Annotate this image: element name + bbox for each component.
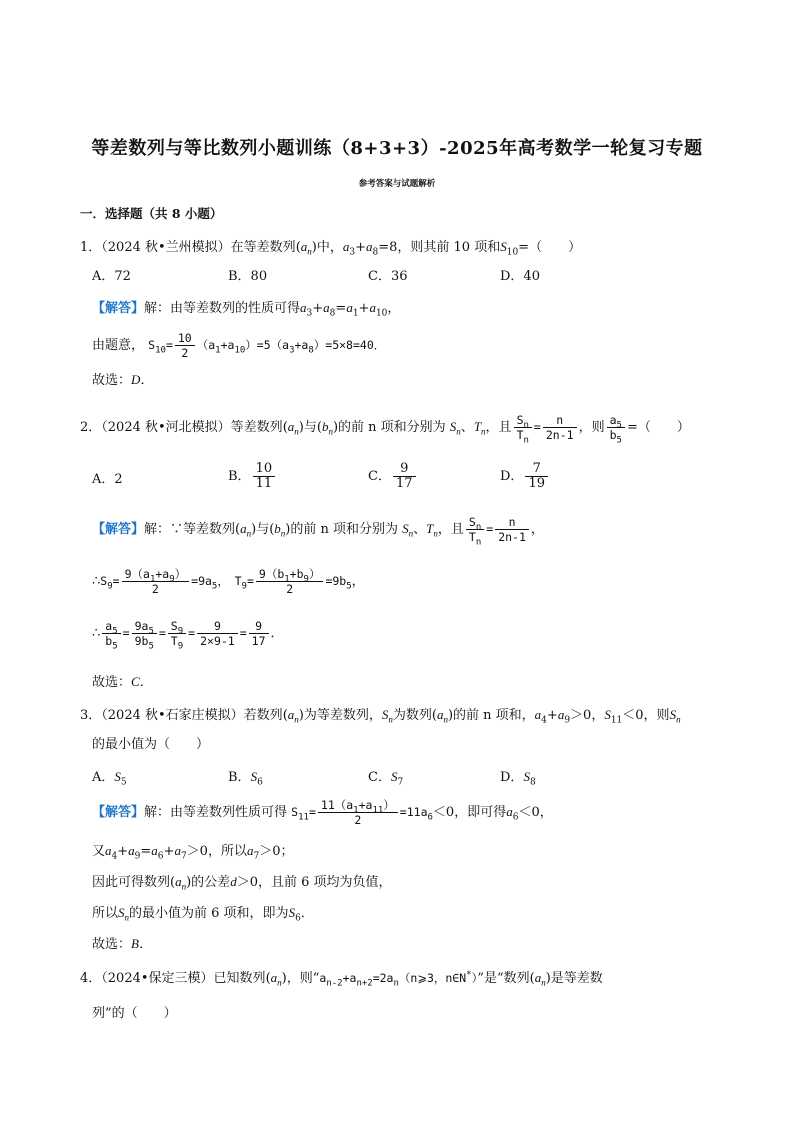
q3-option-d: D．$S_8$	[500, 769, 536, 788]
q3-solution-2: 又$a_4+a_9=a_6+a_7>0$，所以$a_7>0$；	[92, 843, 294, 862]
q2-solution-3: ∴ $\frac{a_5}{b_5}$ = $\frac{9a_5}{9b_5}$ = $\frac{S_9}{T_9}$ = $\frac{9}{2\times 9-1}$ = $\frac{9}{17}$ ．	[92, 619, 284, 652]
q1-option-b: B．80	[228, 269, 268, 284]
q2-option-d: D． $\frac{7}{19}$	[500, 462, 550, 492]
question-1-stem: 1．（2024 秋•兰州模拟）在等差数列$(a_n)$中，$a_3+a_8=8$，则其前 10 项和$S_{10}=$（ ）	[80, 239, 582, 258]
question-4-stem: 4．（2024•保定三模）已知数列$(a_n)$，则“$a_{n-2}+a_{n+2}=2a_n(n⩾3$，n∈N*）”是“数列$(a_n)$是等差数	[80, 970, 603, 989]
question-4-stem-cont: 列”的（ ）	[92, 1006, 177, 1021]
q1-solution-2: 由题意， $S_{10}=$ $\frac{10}{2}$ $(a_1+a_{10})=5(a_3+a_8)=5\times 8=40$．	[92, 331, 386, 360]
page-title: 等差数列与等比数列小题训练（8+3+3）-2025年高考数学一轮复习专题	[91, 138, 703, 159]
q3-option-a: A．$S_5$	[92, 769, 127, 788]
q1-option-a: A．72	[92, 269, 131, 284]
question-3-stem: 3．（2024 秋•石家庄模拟）若数列$(a_n)$为等差数列，$S_n$为数列$(a_n)$的前 n 项和，$a_4+a_9>0$，$S_{11}<0$，则$S_n$	[80, 707, 681, 726]
page-subtitle: 参考答案与试题解析	[358, 179, 436, 189]
section-heading: 一．选择题（共 8 小题）	[80, 206, 223, 221]
question-2-stem: 2．（2024 秋•河北模拟）等差数列$(a_n)$与$(b_n)$的前 n 项和分别为 $S_n$、$T_n$，且 $\frac{S_n}{T_n}$ = $\frac{n}{2n-1}$ ，则 $\frac{a_5}{b_5}$ =（ ）	[80, 413, 690, 446]
q1-choice: 故选：D．	[92, 372, 154, 388]
q2-choice: 故选：C．	[92, 674, 153, 690]
q3-option-c: C．$S_7$	[368, 769, 404, 788]
question-3-stem-cont: 的最小值为（ ）	[92, 737, 210, 752]
q2-option-b: B． $\frac{10}{11}$	[228, 462, 277, 492]
q2-option-c: C． $\frac{9}{17}$	[368, 462, 418, 492]
q2-solution-2: $\therefore S_9=$ $\frac{9(a_1+a_9)}{2}$ $=9a_5$， $T_9=$ $\frac{9(b_1+b_9)}{2}$ $=9b_5$，	[92, 567, 365, 596]
q1-option-d: D．40	[500, 269, 540, 284]
q3-solution-1: 【解答】解：由等差数列性质可得 $S_{11}=$ $\frac{11(a_1+a_{11})}{2}$ $=11a_6<0$，即可得$a_6<0$，	[92, 798, 553, 827]
q2-option-a: A．2	[92, 472, 123, 487]
q1-option-c: C．36	[368, 269, 408, 284]
q3-choice: 故选：B．	[92, 936, 152, 952]
q3-solution-3: 因此可得数列$(a_n)$的公差d＞0，且前 6 项均为负值，	[92, 874, 392, 892]
q3-solution-4: 所以$S_n$的最小值为前 6 项和，即为$S_6$．	[92, 905, 314, 924]
q2-solution-1: 【解答】解：∵等差数列$(a_n)$与$(b_n)$的前 n 项和分别为 $S_n$、$T_n$，且 $\frac{S_n}{T_n}$ = $\frac{n}{2n-1}$ ，	[92, 515, 544, 548]
answer-tag: 【解答】	[92, 301, 145, 316]
q1-solution-1: 【解答】解：由等差数列的性质可得$a_3+a_8=a_1+a_{10}$，	[92, 300, 401, 319]
q3-option-b: B．$S_6$	[228, 769, 263, 788]
